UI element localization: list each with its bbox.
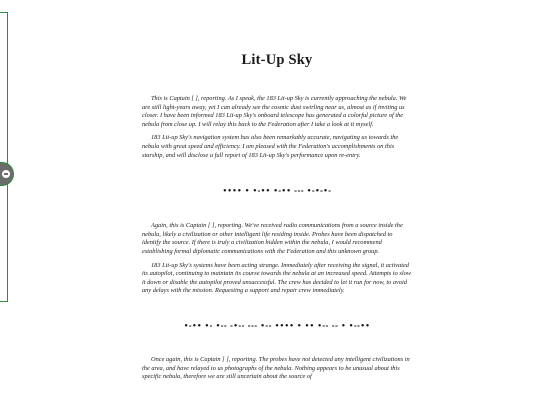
paragraph-1: This is Captain [ ], reporting. As I speak, the 183 Lit-up Sky is currently approaching the nebula. We are still light-years away, yet I can already see the cosmic dust swirling near us, almost as if inviting us closer. I have been informed 183 Lit-up Sky's onboard telescope has generated a colorful picture of the nebula from close up. I will relay this back to the Federation after I take a look at it myself.: [142, 95, 407, 128]
sidebar-toggle-icon: [2, 170, 10, 178]
morse-separator-1: •••• • •-•• •-•• --- •-•-•-: [222, 187, 332, 196]
paragraph-5: Once again, this is Captain [ ], reporting. The probes have not detected any intelligent civilizations in the area, and have relayed to us photographs of the nebula. Nothing appears to be unusual about this specific nebula, therefore we are still uncertain about the source of: [142, 355, 410, 381]
morse-separator-2: •-•• •- •-- -•-- --- •-- •••• • •• •-- -- • •--••: [183, 321, 371, 330]
paragraph-2: 183 Lit-up Sky's navigation system has also been remarkably accurate, navigating us towards the nebula with great speed and efficiency. I am pleased with the Federation's accomplishments on this starship, and will disclose a full report of 183 Lit-up Sky's performance upon re-entry.: [142, 134, 399, 159]
side-panel: [0, 12, 8, 302]
document-title: Lit-Up Sky: [241, 52, 313, 68]
paragraph-4: 183 Lit-up Sky's systems have been acting strange. Immediately after receiving the signal, it activated its autopilot, continuing to maintain its course towards the nebula at an increased speed. Attempts to slow it down or disable the autopilot proved unsuccessful. The crew has decided to let it run for now, to avoid any delays with the mission. Requesting a support and repair crew immediately.: [142, 261, 412, 295]
document-body: [142, 0, 412, 382]
paragraph-3: Again, this is Captain [ ], reporting. We've received radio communications from a source inside the nebula, likely a civilization or other intelligent life residing inside. Probes have been dispatched to identify the source. If there is truly a civilization hidden within the nebula, I would recommend establishing formal diplomatic communications with the Federation and this unknown group.: [142, 222, 403, 255]
sidebar-toggle-button[interactable]: [0, 162, 14, 186]
